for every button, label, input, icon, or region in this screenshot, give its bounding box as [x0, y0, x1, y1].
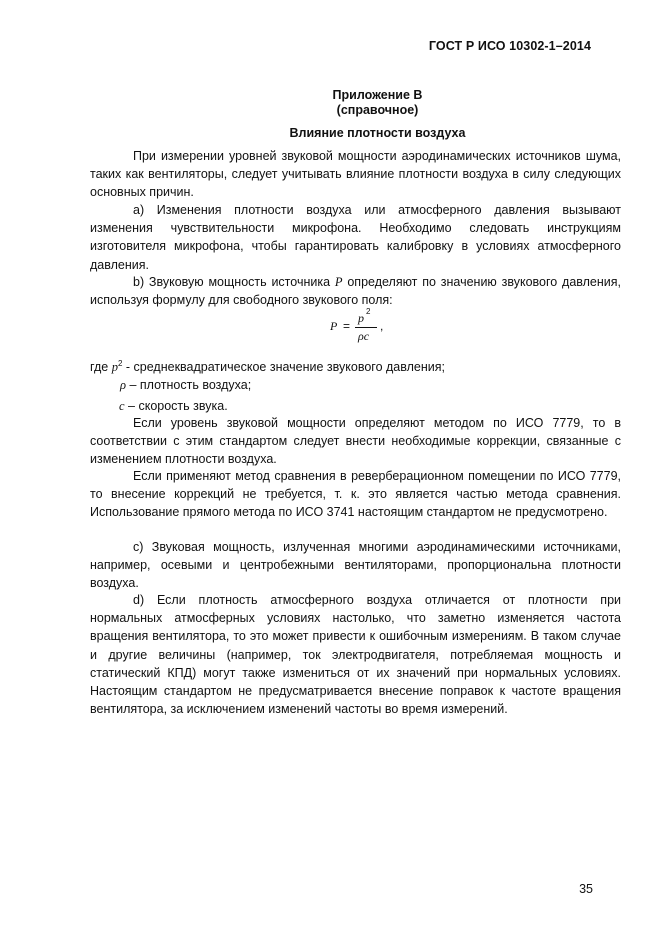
where-label: где — [90, 360, 109, 375]
rho-symbol: ρ — [120, 378, 126, 392]
definition-rho — [120, 376, 620, 394]
paragraph-a: a) Изменения плотности воздуха или атмосферного давления вызывают изменения чувствительности микрофона. Необходимо следовать инструкциям изготовителя микрофона, чтобы гарантировать калибровку в условиях атмосферного давления. — [90, 203, 621, 272]
rho-definition-text: – плотность воздуха; — [129, 378, 252, 392]
p-symbol: p — [111, 360, 118, 375]
c-symbol: c — [119, 399, 125, 413]
c-definition-text: – скорость звука. — [128, 399, 228, 413]
paragraph-d: d) Если плотность атмосферного воздуха отличается от плотности при нормальных атмосферных условиях настолько, что заметно изменяется частота вращения вентилятора, то это может привести к ошибочным измерениям. В таком случае и другие величины (например, ток электродвигателя, потребляемая мощность и статический КПД) могут также измениться от их значений при нормальных условиях. Настоящим стандартом не предусматривается внесение поправок к частоте вращения вентилятора, за исключением изменений частоты во время измерений. — [90, 593, 621, 717]
definition-p2 — [90, 355, 621, 376]
sound-power-formula — [330, 307, 400, 345]
document-id-header: ГОСТ Р ИСО 10302-1–2014 — [428, 39, 591, 53]
formula-exponent: 2 — [366, 307, 371, 316]
formula-denominator: ρc — [358, 329, 370, 343]
paragraph-b-start: b) Звуковую мощность источника — [133, 275, 331, 289]
paragraph-c: c) Звуковая мощность, излученная многими аэродинамическими источниками, например, осевыми и центробежными вентиляторами, пропорциональна плотности воздуха. — [90, 540, 621, 591]
formula-equals: = — [343, 319, 351, 333]
paragraph-b-end: определяют по значению звукового давления, используя формулу для свободного звукового поля: — [90, 275, 621, 308]
formula-lhs: P — [330, 319, 338, 333]
paragraph-iso7779-comparison: Если применяют метод сравнения в реверберационном помещении по ИСО 7779, то внесение коррекций не требуется, т. к. это является частью метода сравнения. Использование прямого метода по ИСО 3741 настоящим стандартом не предусмотрено. — [90, 469, 621, 520]
definition-c — [119, 397, 619, 415]
p2-definition-text: - среднеквадратическое значение звукового давления; — [125, 360, 445, 375]
formula-comma: , — [380, 319, 384, 333]
page-number: 35 — [579, 882, 593, 896]
paragraph-iso7779-corrections: Если уровень звуковой мощности определяют методом по ИСО 7779, то в соответствии с этим стандартом следует внести необходимые коррекции, связанные с изменением плотности воздуха. — [90, 416, 621, 467]
annex-heading: Влияние плотности воздуха — [289, 126, 466, 140]
formula-numerator: p — [358, 311, 364, 325]
annex-title: Приложение В — [332, 88, 423, 102]
fraction-bar — [355, 327, 377, 328]
p-exponent: 2 — [117, 359, 123, 368]
paragraph-intro: При измерении уровней звуковой мощности аэродинамических источников шума, таких как вентиляторы, следует учитывать влияние плотности воздуха в силу следующих основных причин. — [90, 149, 621, 200]
annex-status: (справочное) — [336, 103, 419, 117]
power-symbol: P — [334, 275, 343, 289]
paragraph-b — [90, 273, 621, 309]
